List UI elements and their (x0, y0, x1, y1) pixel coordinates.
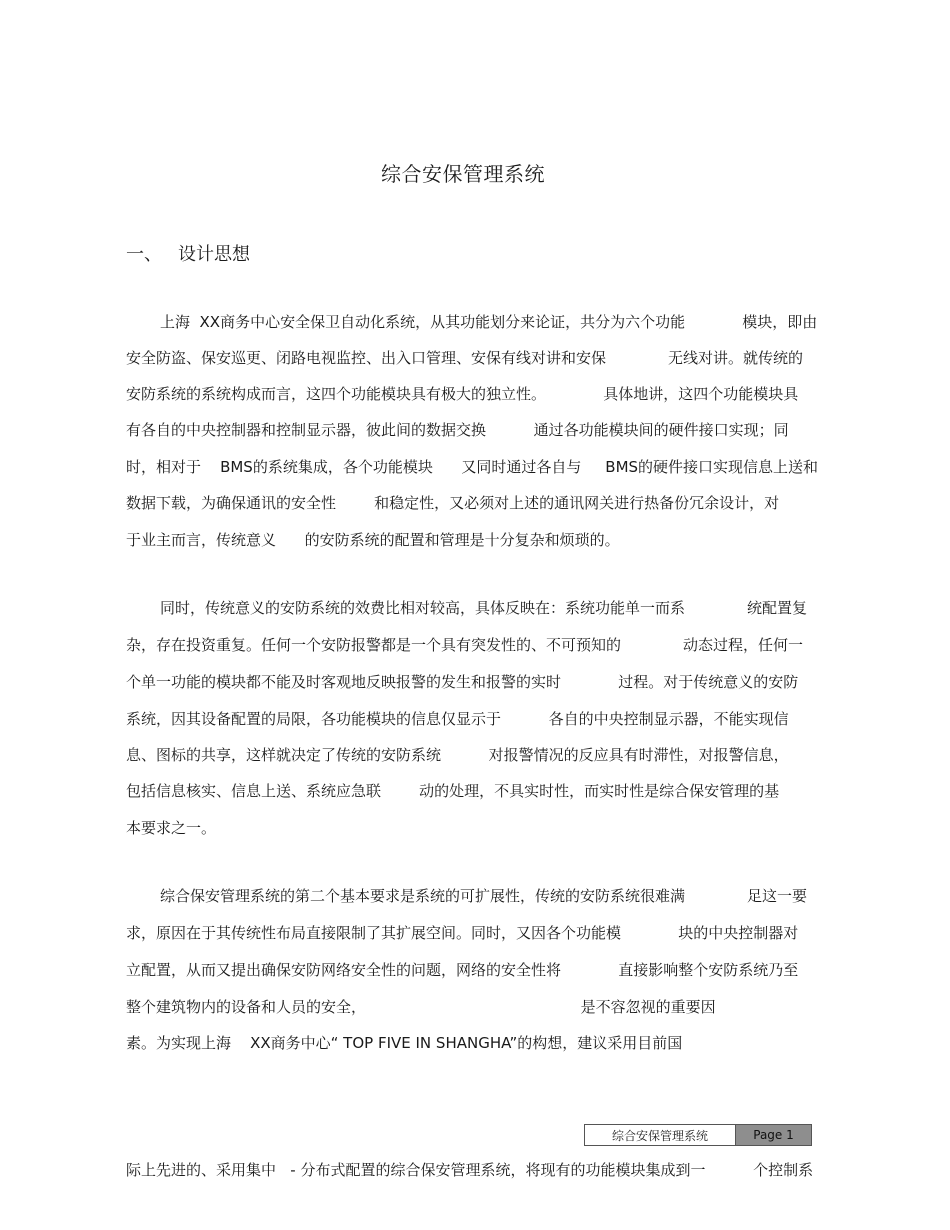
text-line: 个单一功能的模块都不能及时客观地反映报警的发生和报警的实时 过程。对于传统意义的安防 (126, 673, 799, 691)
text-line: 于业主而言，传统意义 的安防系统的配置和管理是十分复杂和烦琐的。 (126, 531, 620, 549)
footer-page-number: Page 1 (735, 1125, 811, 1145)
section-title: 设计思想 (178, 244, 250, 265)
page-footer (584, 1124, 812, 1146)
text-line: 息、图标的共享，这样就决定了传统的安防系统 对报警情况的反应具有时滞性，对报警信息， (126, 746, 789, 764)
text-line: 杂，存在投资重复。任何一个安防报警都是一个具有突发性的、不可预知的 动态过程，任何一 (126, 636, 803, 654)
text-line: 立配置，从而又提出确保安防网络安全性的问题，网络的安全性将 直接影响整个安防系统乃至 (126, 961, 799, 979)
text-line: 综合保安管理系统的第二个基本要求是系统的可扩展性，传统的安防系统很难满 足这一要 (160, 887, 807, 905)
text-line: 有各自的中央控制器和控制显示器，彼此间的数据交换 通过各功能模块间的硬件接口实现；同 (126, 421, 789, 439)
section-number: 一、 (126, 244, 162, 265)
text-line: 包括信息核实、信息上送、系统应急联 动的处理，不具实时性，而实时性是综合保安管理的基 (126, 782, 780, 800)
text-line: 系统，因其设备配置的局限，各功能模块的信息仅显示于 各自的中央控制显示器，不能实现信 (126, 710, 789, 728)
text-line: 整个建筑物内的设备和人员的安全， 是不容忽视的重要因 (126, 998, 716, 1016)
text-line: 上海 XX商务中心安全保卫自动化系统，从其功能划分来论证，共分为六个功能 模块，即由 (160, 313, 818, 331)
text-line: 安防系统的系统构成而言，这四个功能模块具有极大的独立性。 具体地讲，这四个功能模块具 (126, 385, 799, 403)
text-line: 同时，传统意义的安防系统的效费比相对较高，具体反映在：系统功能单一而系 统配置复 (160, 599, 807, 617)
section-heading (126, 240, 250, 266)
document-title: 综合安保管理系统 (381, 162, 545, 186)
text-line: 素。为实现上海 XX商务中心“ TOP FIVE IN SHANGHA”的构想，建议采用目前国 (126, 1034, 683, 1052)
text-line: 数据下载，为确保通讯的安全性 和稳定性，又必须对上述的通讯网关进行热备份冗余设计，对 (126, 494, 780, 512)
text-line: 求，原因在于其传统性布局直接限制了其扩展空间。同时，又因各个功能模 块的中央控制器对 (126, 924, 799, 942)
footer-doc-title: 综合安保管理系统 (585, 1125, 735, 1145)
continuation-line: 际上先进的、采用集中 - 分布式配置的综合保安管理系统，将现有的功能模块集成到一 个控制系 (126, 1161, 814, 1179)
text-line: 本要求之一。 (126, 819, 217, 837)
text-line: 安全防盗、保安巡更、闭路电视监控、出入口管理、安保有线对讲和安保 无线对讲。就传统的 (126, 349, 803, 367)
text-line: 时，相对于 BMS的系统集成，各个功能模块 又同时通过各自与 BMS的硬件接口实现信息上送和 (126, 458, 819, 476)
